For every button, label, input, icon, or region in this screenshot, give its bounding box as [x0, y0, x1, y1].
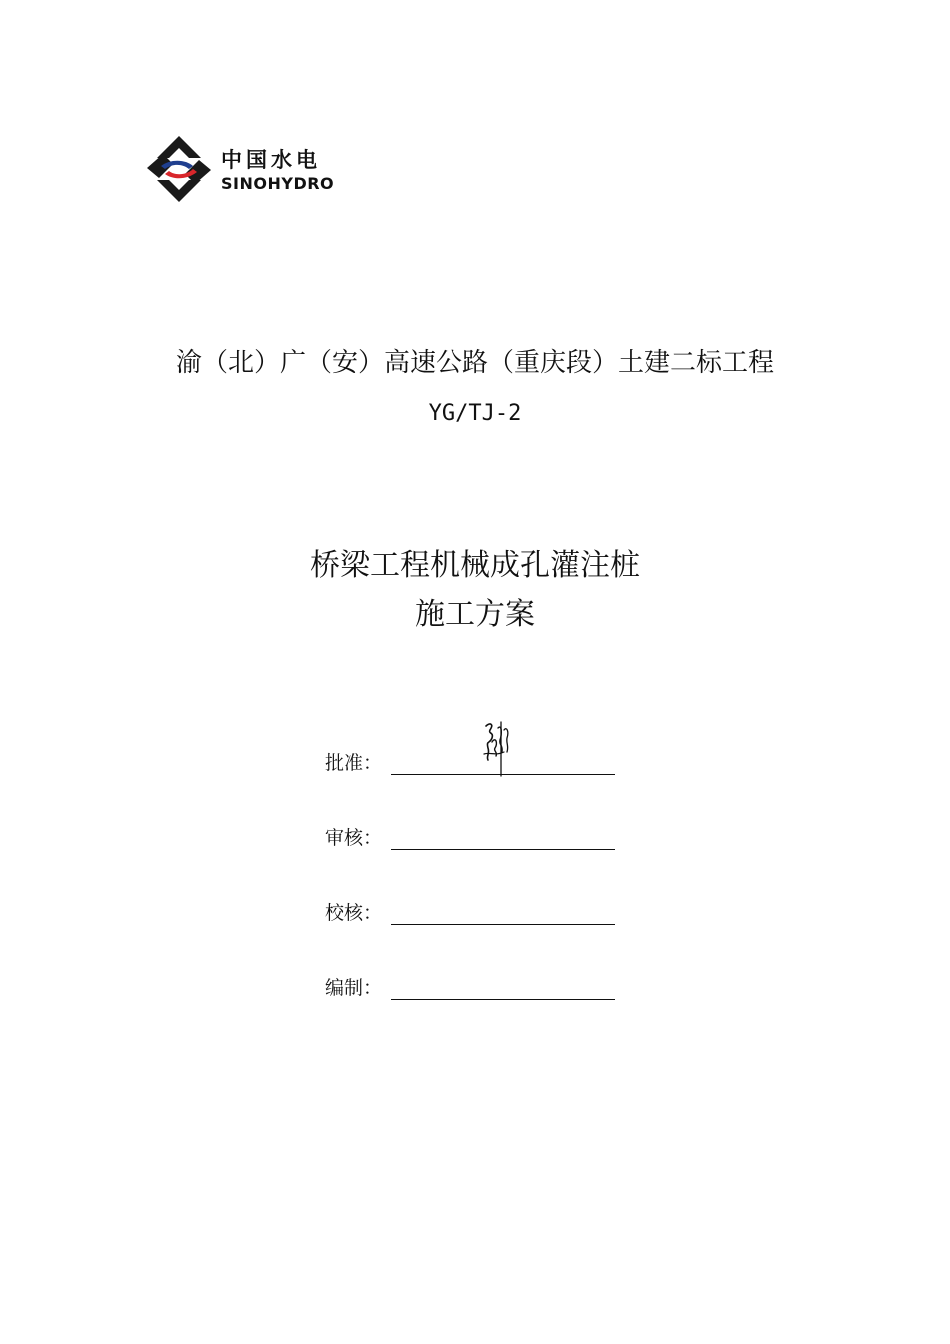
- logo-english-name: SINOHYDRO: [221, 174, 335, 193]
- project-title: 渝（北）广（安）高速公路（重庆段）土建二标工程: [175, 348, 774, 378]
- document-title: 桥梁工程机械成孔灌注桩: [310, 548, 640, 583]
- signoff-row-prepare: [325, 970, 625, 1002]
- logo-chinese-name: 中国水电: [221, 148, 321, 172]
- signoff-label-prepare: 编制：: [325, 977, 383, 999]
- signoff-line-prepare: [391, 999, 615, 1000]
- company-logo: [143, 134, 348, 204]
- signoff-row-approve: [325, 745, 625, 777]
- project-code: YG/TJ-2: [428, 401, 522, 426]
- signoff-label-review: 审核：: [325, 827, 383, 849]
- signoff-label-check: 校核：: [325, 902, 383, 924]
- signoff-line-approve: [391, 774, 615, 775]
- signoff-row-check: [325, 895, 625, 927]
- signoff-row-review: [325, 820, 625, 852]
- document-subtitle: 施工方案: [415, 597, 535, 632]
- signoff-line-review: [391, 849, 615, 850]
- sinohydro-emblem-icon: [143, 134, 215, 204]
- signoff-label-approve: 批准：: [325, 752, 383, 774]
- signoff-line-check: [391, 924, 615, 925]
